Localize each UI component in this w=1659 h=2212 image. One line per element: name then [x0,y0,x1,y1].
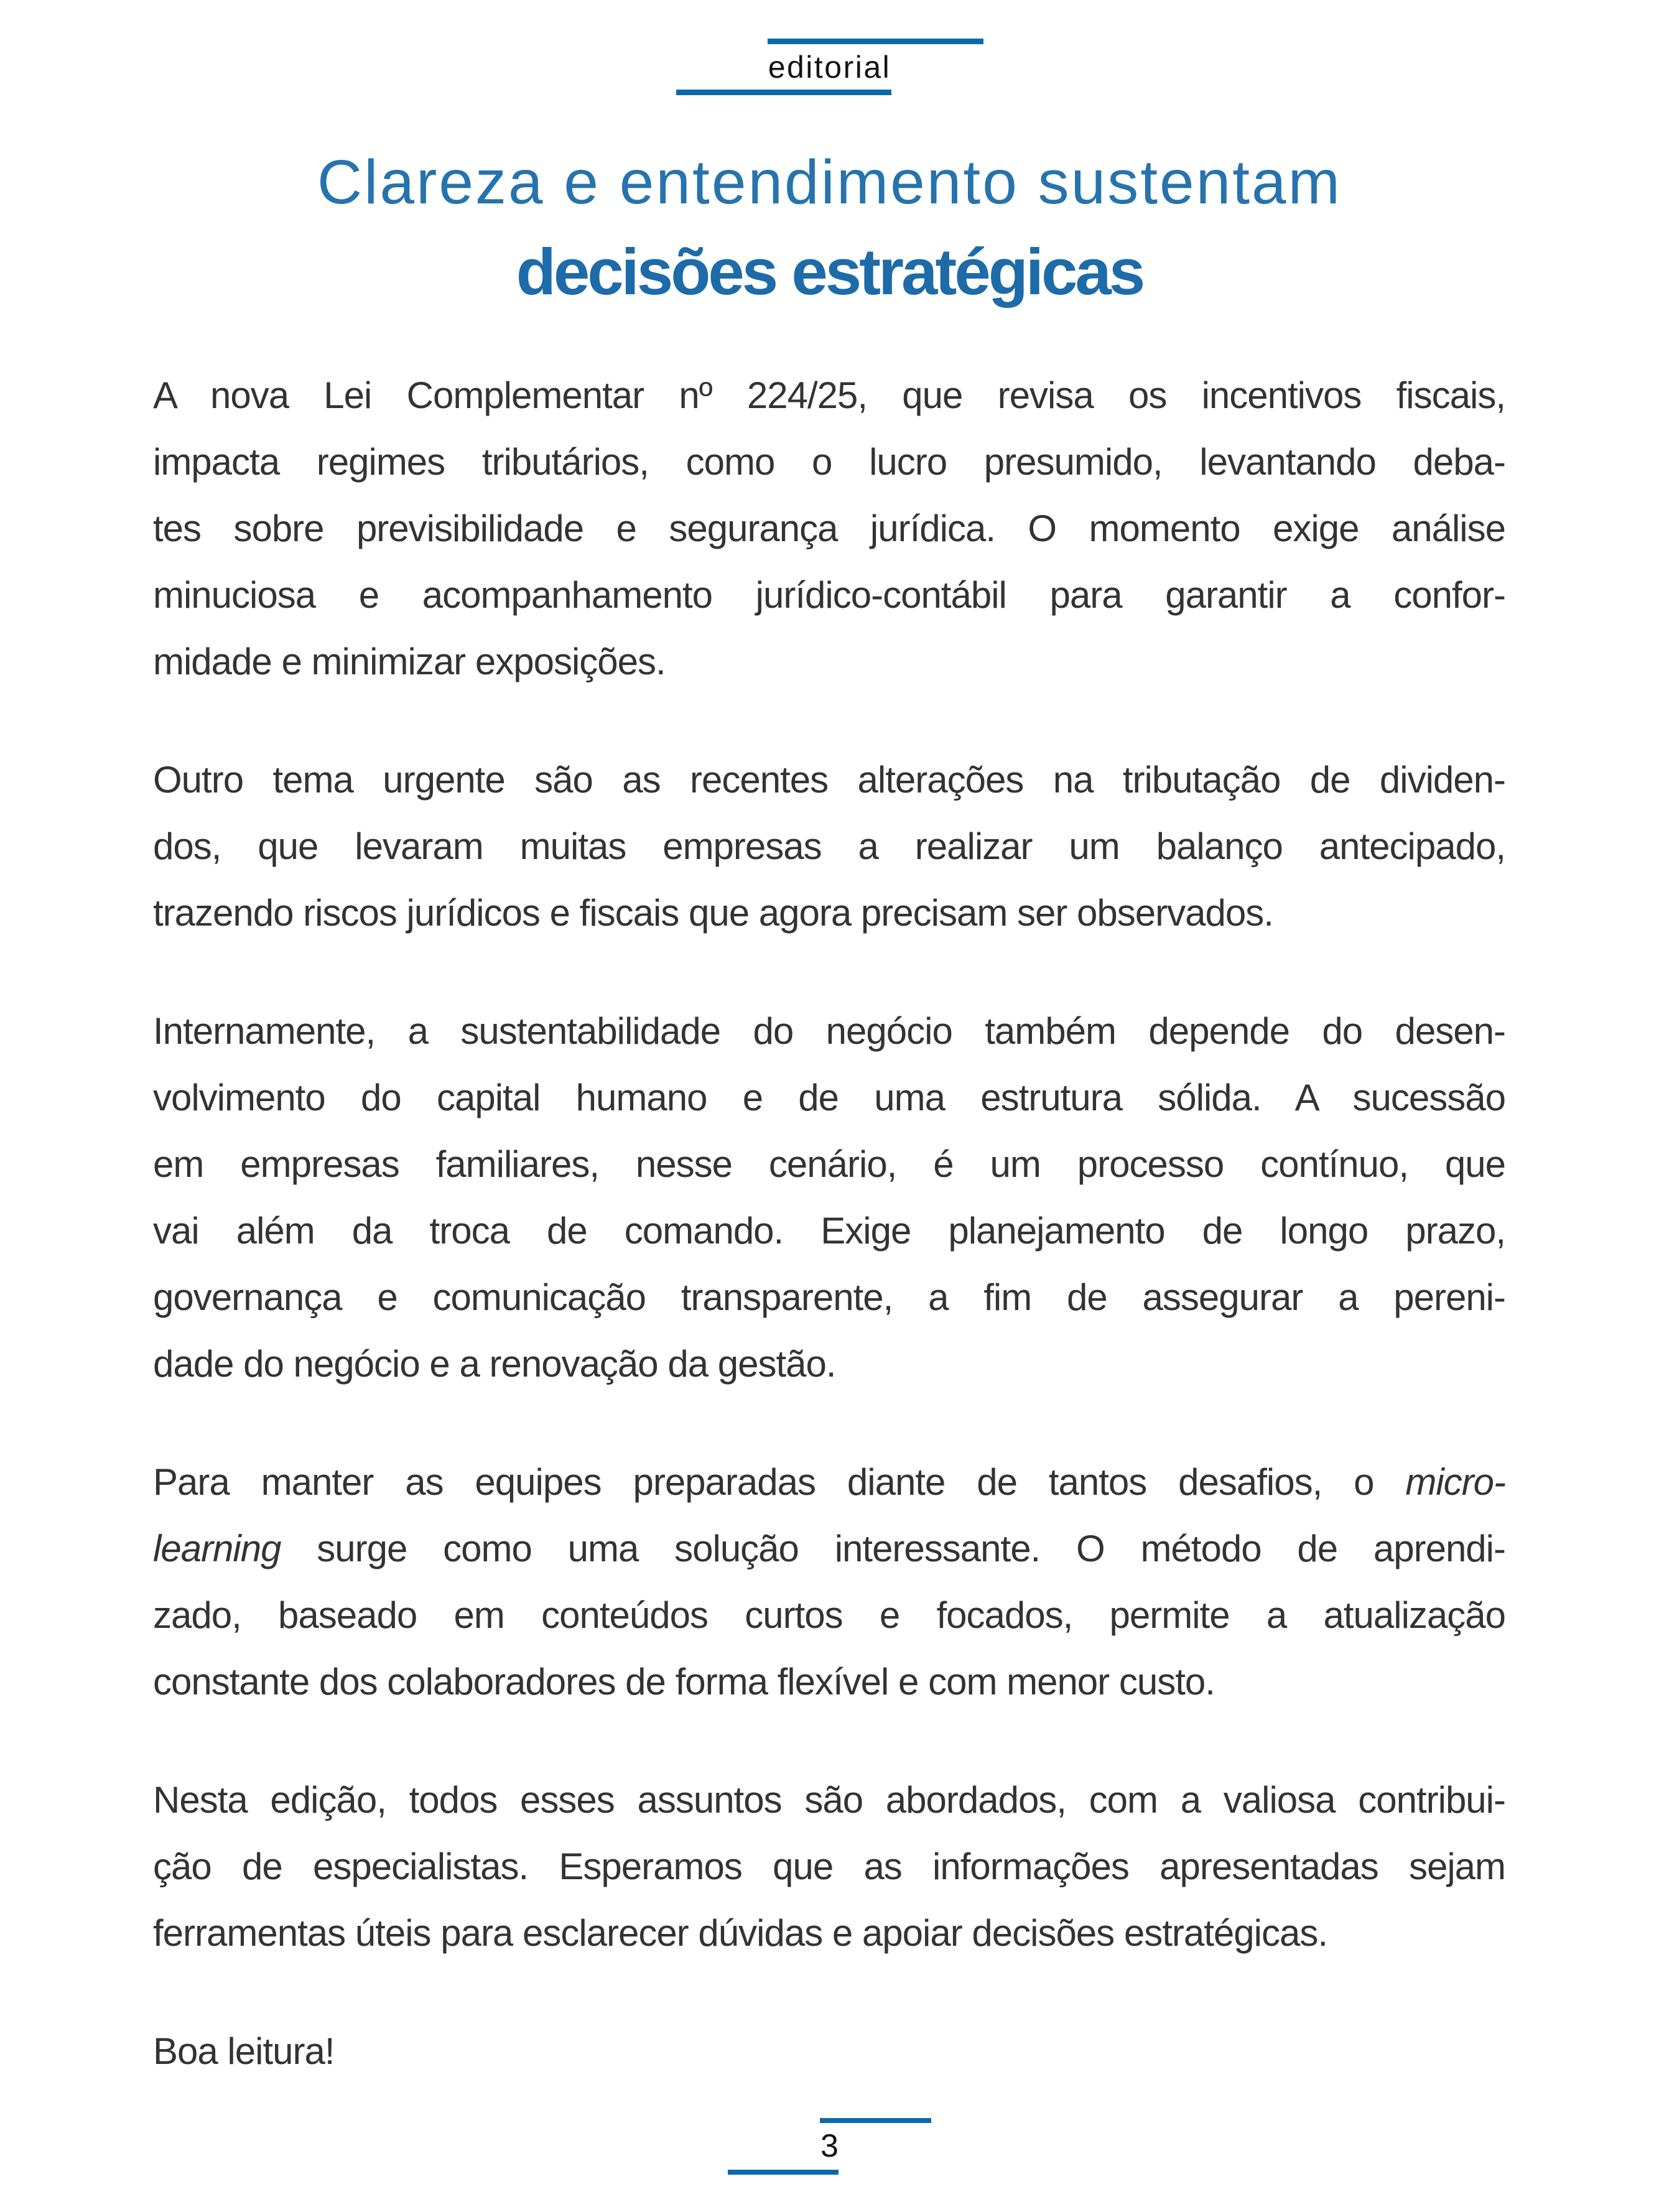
page-number: 3 [820,2128,839,2164]
paragraph [153,2018,1505,2084]
page-title-line2: decisões estratégicas [516,236,1143,309]
text-line [153,1197,1505,1264]
text-segment: ferramentas úteis para esclarecer dúvidas e apoiar decisões estratégicas. [153,1912,1328,1954]
text-segment: impacta regimes tributários, como o lucro presumido, levantando deba- [153,441,1505,483]
text-segment: minuciosa e acompanhamento jurídico-contábil para garantir a confor- [153,574,1505,616]
text-line [153,562,1505,628]
text-line [153,1833,1505,1900]
text-line [153,1767,1505,1833]
text-segment: A nova Lei Complementar nº 224/25, que revisa os incentivos fiscais, [153,374,1505,416]
text-line [153,1900,1505,1966]
text-segment: ção de especialistas. Esperamos que as informações apresentadas sejam [153,1846,1505,1887]
text-segment: volvimento do capital humano e de uma estrutura sólida. A sucessão [153,1077,1505,1118]
text-line [153,628,1505,695]
text-segment: Internamente, a sustentabilidade do negócio também depende do desen- [153,1010,1505,1052]
text-line [153,1131,1505,1197]
italic-text: learning [153,1528,281,1569]
paragraph [153,1767,1505,1966]
text-segment: dade do negócio e a renovação da gestão. [153,1343,836,1385]
text-segment: trazendo riscos jurídicos e fiscais que agora precisam ser observados. [153,892,1273,934]
text-line [153,1264,1505,1331]
text-segment: constante dos colaboradores de forma flexível e com menor custo. [153,1661,1215,1703]
text-line [153,746,1505,813]
header-bottom-rule [676,90,891,95]
header-top-rule [768,39,983,44]
text-line [153,429,1505,495]
text-segment: Para manter as equipes preparadas diante de tantos desafios, o [153,1461,1406,1503]
paragraph [153,362,1505,695]
italic-text: micro- [1405,1461,1505,1503]
text-segment: Outro tema urgente são as recentes alterações na tributação de dividen- [153,759,1505,801]
text-segment: zado, baseado em conteúdos curtos e focados, permite a atualização [153,1594,1505,1636]
text-segment: midade e minimizar exposições. [153,641,666,682]
text-segment: governança e comunicação transparente, a fim de assegurar a pereni- [153,1276,1505,1318]
page-title-line1: Clareza e entendimento sustentam [317,147,1342,217]
paragraph [153,1449,1505,1715]
text-line [153,1582,1505,1648]
section-kicker: editorial [768,50,891,85]
text-line [153,2018,1505,2084]
text-line [153,1064,1505,1131]
text-line [153,998,1505,1064]
text-line [153,1515,1505,1582]
text-line [153,1331,1505,1397]
text-segment: tes sobre previsibilidade e segurança jurídica. O momento exige análise [153,508,1505,549]
text-segment: Boa leitura! [153,2030,335,2072]
text-segment: em empresas familiares, nesse cenário, é um processo contínuo, que [153,1143,1505,1185]
text-segment: dos, que levaram muitas empresas a realizar um balanço antecipado, [153,825,1505,867]
paragraph [153,746,1505,946]
text-line [153,1648,1505,1715]
text-segment: Nesta edição, todos esses assuntos são abordados, com a valiosa contribui- [153,1779,1505,1821]
footer-top-rule [820,2118,931,2123]
text-line [153,362,1505,429]
text-segment: surge como uma solução interessante. O método de aprendi- [281,1528,1505,1569]
paragraph [153,998,1505,1397]
body-text [153,362,1505,2084]
text-line [153,495,1505,562]
footer-bottom-rule [728,2170,839,2175]
text-segment: vai além da troca de comando. Exige planejamento de longo prazo, [153,1210,1505,1252]
text-line [153,880,1505,946]
text-line [153,813,1505,880]
text-line [153,1449,1505,1515]
